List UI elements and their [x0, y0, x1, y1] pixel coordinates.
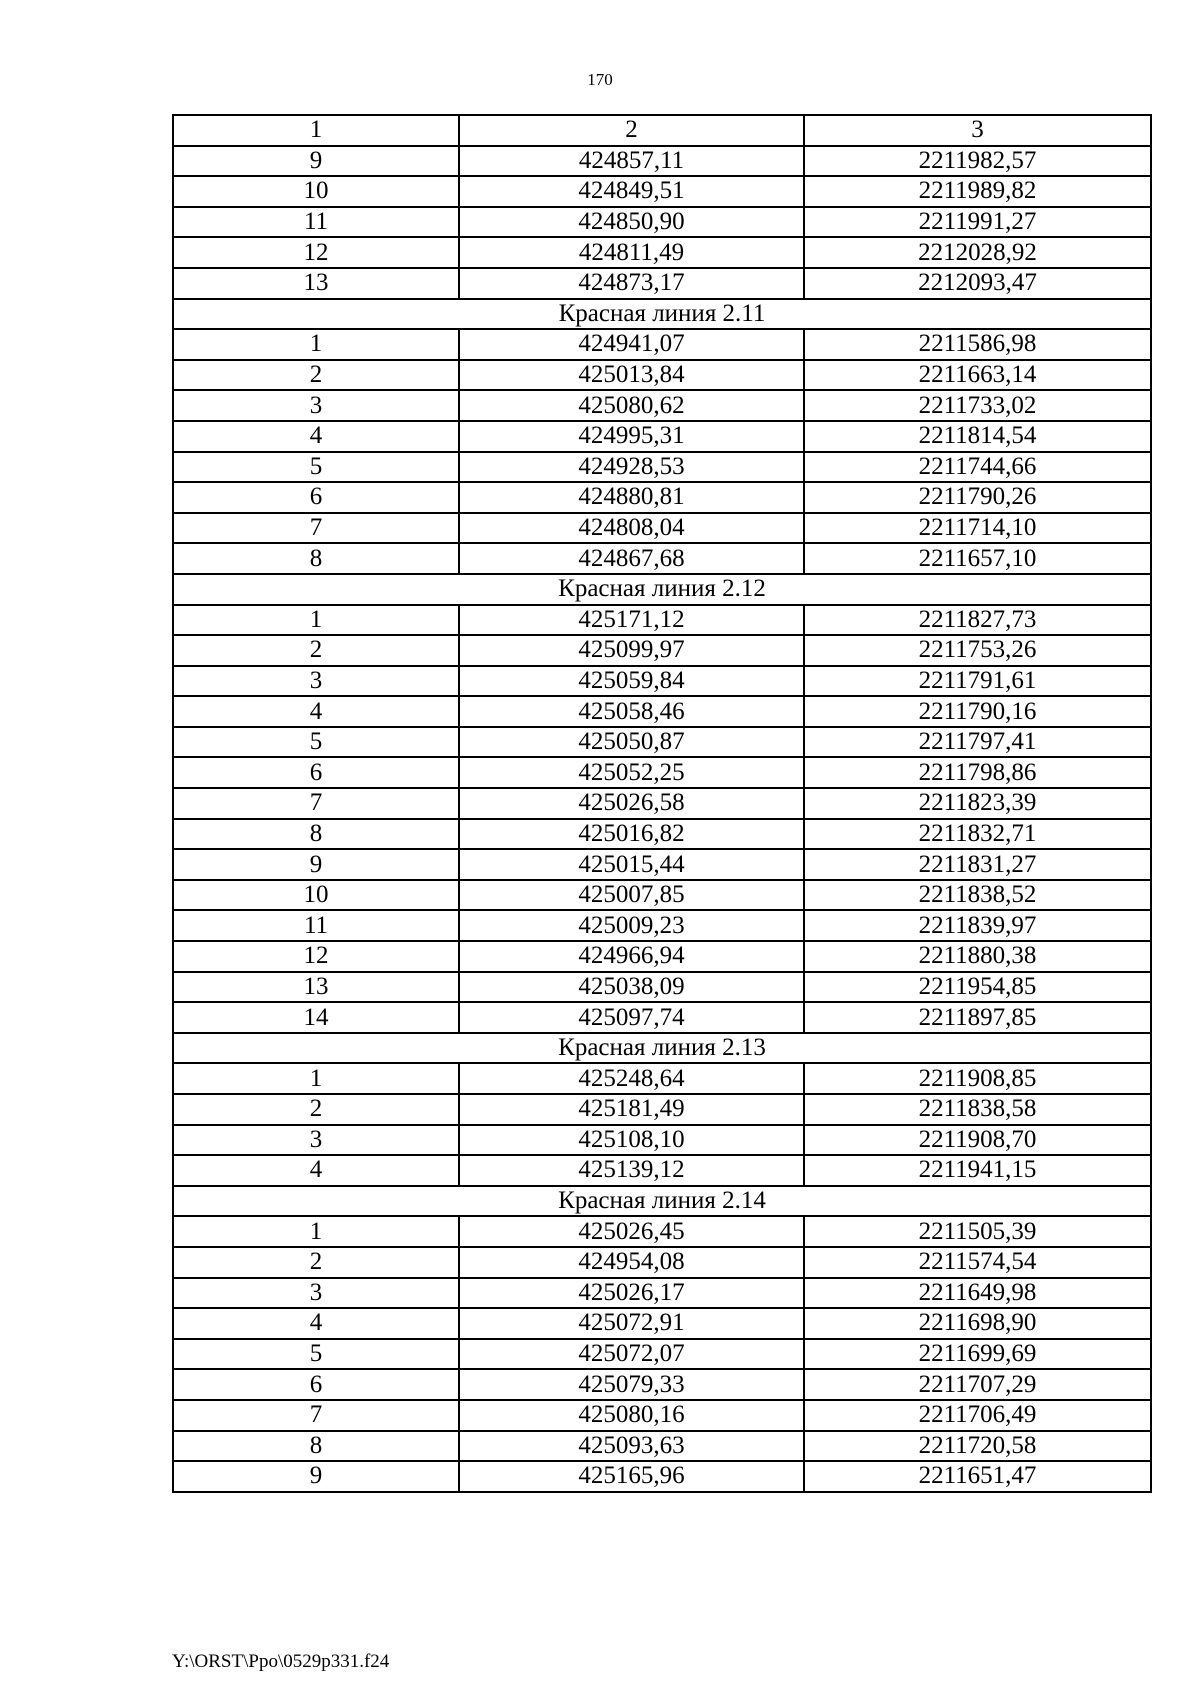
point-number-cell: 13	[173, 972, 459, 1003]
table-row	[173, 1308, 1151, 1339]
table-row	[173, 788, 1151, 819]
point-number-cell: 5	[173, 727, 459, 758]
y-coordinate-cell: 2211649,98	[804, 1278, 1151, 1309]
table-row	[173, 452, 1151, 483]
y-coordinate-cell: 2211831,27	[804, 849, 1151, 880]
y-coordinate-cell: 2211991,27	[804, 207, 1151, 238]
x-coordinate-cell: 424995,31	[459, 421, 804, 452]
y-coordinate-cell: 2211814,54	[804, 421, 1151, 452]
table-row	[173, 237, 1151, 268]
point-number-cell: 4	[173, 696, 459, 727]
table-row	[173, 329, 1151, 360]
x-coordinate-cell: 425099,97	[459, 635, 804, 666]
y-coordinate-cell: 2211707,29	[804, 1369, 1151, 1400]
x-coordinate-cell: 424849,51	[459, 176, 804, 207]
x-coordinate-cell: 425050,87	[459, 727, 804, 758]
point-number-cell: 4	[173, 421, 459, 452]
section-title: Красная линия 2.11	[173, 299, 1151, 330]
y-coordinate-cell: 2211982,57	[804, 146, 1151, 177]
point-number-cell: 14	[173, 1002, 459, 1033]
point-number-cell: 10	[173, 880, 459, 911]
x-coordinate-cell: 425108,10	[459, 1125, 804, 1156]
x-coordinate-cell: 425139,12	[459, 1155, 804, 1186]
table-body	[173, 115, 1151, 1492]
y-coordinate-cell: 2211989,82	[804, 176, 1151, 207]
x-coordinate-cell: 425097,74	[459, 1002, 804, 1033]
section-title-row	[173, 1186, 1151, 1217]
point-number-cell: 11	[173, 207, 459, 238]
point-number-cell: 4	[173, 1308, 459, 1339]
point-number-cell: 8	[173, 1431, 459, 1462]
point-number-cell: 13	[173, 268, 459, 299]
table-row	[173, 1094, 1151, 1125]
table-row	[173, 1063, 1151, 1094]
table-row	[173, 696, 1151, 727]
point-number-cell: 7	[173, 513, 459, 544]
x-coordinate-cell: 425072,91	[459, 1308, 804, 1339]
table-row	[173, 513, 1151, 544]
table-row	[173, 1216, 1151, 1247]
table-row	[173, 1431, 1151, 1462]
x-coordinate-cell: 425052,25	[459, 757, 804, 788]
coordinates-table	[172, 114, 1152, 1493]
y-coordinate-cell: 2211586,98	[804, 329, 1151, 360]
point-number-cell: 3	[173, 666, 459, 697]
point-number-cell: 2	[173, 1247, 459, 1278]
table-row	[173, 849, 1151, 880]
y-coordinate-cell: 2211897,85	[804, 1002, 1151, 1033]
table-row	[173, 941, 1151, 972]
y-coordinate-cell: 2211832,71	[804, 819, 1151, 850]
y-coordinate-cell: 2211657,10	[804, 543, 1151, 574]
x-coordinate-cell: 425015,44	[459, 849, 804, 880]
point-number-cell: 5	[173, 1339, 459, 1370]
table-row	[173, 1400, 1151, 1431]
x-coordinate-cell: 425080,16	[459, 1400, 804, 1431]
x-coordinate-cell: 424873,17	[459, 268, 804, 299]
table-row	[173, 819, 1151, 850]
y-coordinate-cell: 2211574,54	[804, 1247, 1151, 1278]
table-row	[173, 1125, 1151, 1156]
x-coordinate-cell: 425013,84	[459, 360, 804, 391]
table-row	[173, 1155, 1151, 1186]
y-coordinate-cell: 2212028,92	[804, 237, 1151, 268]
y-coordinate-cell: 2211791,61	[804, 666, 1151, 697]
x-coordinate-cell: 424867,68	[459, 543, 804, 574]
y-coordinate-cell: 2211827,73	[804, 605, 1151, 636]
point-number-cell: 10	[173, 176, 459, 207]
x-coordinate-cell: 425181,49	[459, 1094, 804, 1125]
y-coordinate-cell: 2211706,49	[804, 1400, 1151, 1431]
table-row	[173, 910, 1151, 941]
point-number-cell: 9	[173, 146, 459, 177]
table-row	[173, 635, 1151, 666]
point-number-cell: 12	[173, 941, 459, 972]
table-row	[173, 360, 1151, 391]
point-number-cell: 12	[173, 237, 459, 268]
table-row	[173, 1339, 1151, 1370]
table-row	[173, 757, 1151, 788]
y-coordinate-cell: 2211699,69	[804, 1339, 1151, 1370]
header-cell-point: 1	[173, 115, 459, 146]
y-coordinate-cell: 2211790,16	[804, 696, 1151, 727]
x-coordinate-cell: 425038,09	[459, 972, 804, 1003]
x-coordinate-cell: 425016,82	[459, 819, 804, 850]
table-row	[173, 880, 1151, 911]
y-coordinate-cell: 2211651,47	[804, 1461, 1151, 1492]
point-number-cell: 2	[173, 635, 459, 666]
table-row	[173, 1247, 1151, 1278]
table-row	[173, 390, 1151, 421]
point-number-cell: 7	[173, 1400, 459, 1431]
table-header-row	[173, 115, 1151, 146]
footer-file-path: Y:\ORST\Ppo\0529p331.f24	[172, 1651, 390, 1672]
point-number-cell: 1	[173, 1063, 459, 1094]
table-row	[173, 268, 1151, 299]
table-row	[173, 176, 1151, 207]
point-number-cell: 6	[173, 482, 459, 513]
table-row	[173, 543, 1151, 574]
point-number-cell: 2	[173, 1094, 459, 1125]
y-coordinate-cell: 2211838,58	[804, 1094, 1151, 1125]
point-number-cell: 8	[173, 819, 459, 850]
table-row	[173, 1461, 1151, 1492]
point-number-cell: 2	[173, 360, 459, 391]
y-coordinate-cell: 2211790,26	[804, 482, 1151, 513]
x-coordinate-cell: 425171,12	[459, 605, 804, 636]
x-coordinate-cell: 425026,45	[459, 1216, 804, 1247]
table-row	[173, 666, 1151, 697]
table-row	[173, 482, 1151, 513]
section-title: Красная линия 2.14	[173, 1186, 1151, 1217]
point-number-cell: 8	[173, 543, 459, 574]
x-coordinate-cell: 425165,96	[459, 1461, 804, 1492]
y-coordinate-cell: 2211908,70	[804, 1125, 1151, 1156]
page-number: 170	[587, 70, 613, 89]
table-row	[173, 1278, 1151, 1309]
table-row	[173, 421, 1151, 452]
y-coordinate-cell: 2211839,97	[804, 910, 1151, 941]
section-title: Красная линия 2.12	[173, 574, 1151, 605]
y-coordinate-cell: 2211744,66	[804, 452, 1151, 483]
x-coordinate-cell: 424941,07	[459, 329, 804, 360]
section-title-row	[173, 1033, 1151, 1064]
y-coordinate-cell: 2212093,47	[804, 268, 1151, 299]
x-coordinate-cell: 425007,85	[459, 880, 804, 911]
section-title-row	[173, 299, 1151, 330]
point-number-cell: 3	[173, 1278, 459, 1309]
x-coordinate-cell: 425072,07	[459, 1339, 804, 1370]
x-coordinate-cell: 425058,46	[459, 696, 804, 727]
table-row	[173, 727, 1151, 758]
y-coordinate-cell: 2211720,58	[804, 1431, 1151, 1462]
point-number-cell: 1	[173, 329, 459, 360]
x-coordinate-cell: 425079,33	[459, 1369, 804, 1400]
x-coordinate-cell: 424857,11	[459, 146, 804, 177]
x-coordinate-cell: 425080,62	[459, 390, 804, 421]
y-coordinate-cell: 2211908,85	[804, 1063, 1151, 1094]
point-number-cell: 1	[173, 605, 459, 636]
point-number-cell: 5	[173, 452, 459, 483]
y-coordinate-cell: 2211733,02	[804, 390, 1151, 421]
y-coordinate-cell: 2211505,39	[804, 1216, 1151, 1247]
x-coordinate-cell: 425059,84	[459, 666, 804, 697]
point-number-cell: 1	[173, 1216, 459, 1247]
x-coordinate-cell: 425009,23	[459, 910, 804, 941]
point-number-cell: 11	[173, 910, 459, 941]
table-row	[173, 1369, 1151, 1400]
x-coordinate-cell: 424808,04	[459, 513, 804, 544]
point-number-cell: 7	[173, 788, 459, 819]
y-coordinate-cell: 2211838,52	[804, 880, 1151, 911]
x-coordinate-cell: 424880,81	[459, 482, 804, 513]
table-row	[173, 146, 1151, 177]
table-row	[173, 605, 1151, 636]
point-number-cell: 6	[173, 757, 459, 788]
y-coordinate-cell: 2211753,26	[804, 635, 1151, 666]
point-number-cell: 3	[173, 390, 459, 421]
point-number-cell: 3	[173, 1125, 459, 1156]
y-coordinate-cell: 2211941,15	[804, 1155, 1151, 1186]
y-coordinate-cell: 2211823,39	[804, 788, 1151, 819]
table-row	[173, 207, 1151, 238]
x-coordinate-cell: 424850,90	[459, 207, 804, 238]
table-row	[173, 972, 1151, 1003]
x-coordinate-cell: 424954,08	[459, 1247, 804, 1278]
point-number-cell: 4	[173, 1155, 459, 1186]
y-coordinate-cell: 2211714,10	[804, 513, 1151, 544]
y-coordinate-cell: 2211880,38	[804, 941, 1151, 972]
header-cell-y: 3	[804, 115, 1151, 146]
section-title-row	[173, 574, 1151, 605]
point-number-cell: 9	[173, 849, 459, 880]
header-cell-x: 2	[459, 115, 804, 146]
y-coordinate-cell: 2211797,41	[804, 727, 1151, 758]
point-number-cell: 9	[173, 1461, 459, 1492]
x-coordinate-cell: 425026,17	[459, 1278, 804, 1309]
section-title: Красная линия 2.13	[173, 1033, 1151, 1064]
table-row	[173, 1002, 1151, 1033]
y-coordinate-cell: 2211698,90	[804, 1308, 1151, 1339]
point-number-cell: 6	[173, 1369, 459, 1400]
x-coordinate-cell: 425248,64	[459, 1063, 804, 1094]
x-coordinate-cell: 424966,94	[459, 941, 804, 972]
y-coordinate-cell: 2211798,86	[804, 757, 1151, 788]
y-coordinate-cell: 2211663,14	[804, 360, 1151, 391]
x-coordinate-cell: 424811,49	[459, 237, 804, 268]
x-coordinate-cell: 425093,63	[459, 1431, 804, 1462]
y-coordinate-cell: 2211954,85	[804, 972, 1151, 1003]
x-coordinate-cell: 424928,53	[459, 452, 804, 483]
x-coordinate-cell: 425026,58	[459, 788, 804, 819]
